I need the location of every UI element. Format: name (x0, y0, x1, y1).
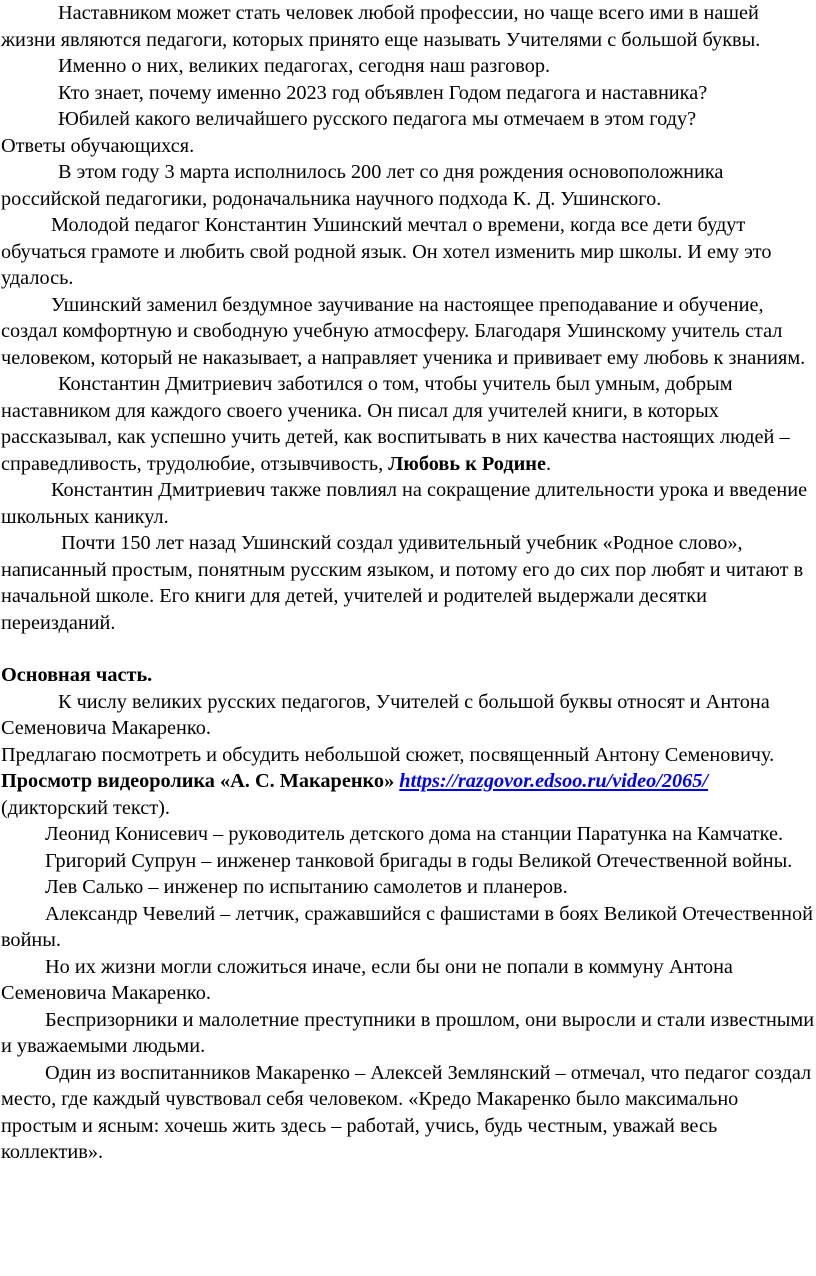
paragraph-zemlyansky: Один из воспитанников Макаренко – Алексей Землянский – отмечал, что педагог создал место, где каждый чувствовал себя человеком. «Кредо Макаренко было максимально простым и ясным: хочешь жить здесь – работай, учись, будь честным, уважай весь коллектив». (1, 1061, 812, 1163)
paragraph-question-jubilee: Юбилей какого величайшего русского педагога мы отмечаем в этом году? (58, 108, 697, 130)
paragraph-ushinsky-dream: Молодой педагог Константин Ушинский мечтал о времени, когда все дети будут обучаться грамоте и любить свой родной язык. Он хотел изменить мир школы. И ему это удалось. (1, 214, 772, 289)
section-heading-text: Основная часть. (1, 664, 153, 686)
paragraph-ushinsky-books-end: . (545, 452, 552, 475)
section-heading (1, 662, 815, 689)
paragraph-suprun: Григорий Супрун – инженер танковой бригады в годы Великой Отечественной войны. (45, 849, 793, 872)
paragraph-lesson-duration: Константин Дмитриевич также повлиял на сокращение длительности урока и введение школьных каникул. (1, 479, 808, 528)
love-to-motherland-bold: Любовь к Родине (388, 452, 546, 475)
paragraph-ushinsky-books-text: Константин Дмитриевич заботился о том, чтобы учитель был умным, добрым наставником для каждого своего ученика. Он писал для учителей книги, в которых рассказывал, как успешно учить детей, как воспитывать в них качества настоящих людей – справедливость, трудолюбие, отзывчивость, (1, 373, 790, 475)
paragraph-question-year: Кто знает, почему именно 2023 год объявлен Годом педагога и наставника? (58, 81, 708, 104)
paragraph-chevely: Александр Чевелий – летчик, сражавшийся с фашистами в боях Великой Отечественной войны. (1, 902, 813, 951)
paragraph-mentor-profession: Наставником может стать человек любой профессии, но чаще всего ими в нашей жизни являются педагоги, которых принято еще называть Учителями с большой буквы. (1, 2, 761, 51)
paragraph-rodnoe-slovo: Почти 150 лет назад Ушинский создал удивительный учебник «Родное слово», написанный простым, понятным русским языком, и потому его до сих пор любят и читают в начальной школе. Его книги для детей, учителей и родителей выдержали десятки переизданий. (1, 532, 804, 634)
paragraph-video-offer: Предлагаю посмотреть и обсудить небольшой сюжет, посвященный Антону Семеновичу. (1, 743, 775, 766)
paragraph-ushinsky-books (1, 371, 815, 477)
paragraph-salko: Лев Салько – инженер по испытанию самолетов и планеров. (45, 876, 568, 898)
video-note: (дикторский текст). (1, 796, 170, 819)
paragraph-topic: Именно о них, великих педагогах, сегодня наш разговор. (58, 55, 551, 77)
video-link[interactable]: https://razgovor.edsoo.ru/video/2065/ (399, 770, 709, 792)
paragraph-ushinsky-birthday: В этом году 3 марта исполнилось 200 лет со дня рождения основоположника российской педагогики, родоначальника научного подхода К. Д. Ушинского. (1, 161, 724, 210)
video-title-bold: Просмотр видеоролика «А. С. Макаренко» (1, 770, 395, 792)
paragraph-commune: Но их жизни могли сложиться иначе, если бы они не попали в коммуну Антона Семеновича Макаренко. (1, 955, 733, 1004)
paragraph-makarenko-intro: К числу великих русских педагогов, Учителей с большой буквы относят и Антона Семеновича Макаренко. (1, 690, 770, 739)
paragraph-video-view (1, 768, 815, 821)
paragraph-homeless: Беспризорники и малолетние преступники в прошлом, они выросли и стали известными и уважаемыми людьми. (1, 1008, 815, 1057)
paragraph-student-answers: Ответы обучающихся. (1, 134, 195, 157)
paragraph-konisevich: Леонид Конисевич – руководитель детского дома на станции Паратунка на Камчатке. (45, 823, 784, 845)
paragraph-ushinsky-teaching: Ушинский заменил бездумное заучивание на настоящее преподавание и обучение, создал комфортную и свободную учебную атмосферу. Благодаря Ушинскому учитель стал человеком, который не наказывает, а направляет ученика и прививает ему любовь к знаниям. (1, 293, 806, 369)
blank-line (1, 636, 815, 662)
